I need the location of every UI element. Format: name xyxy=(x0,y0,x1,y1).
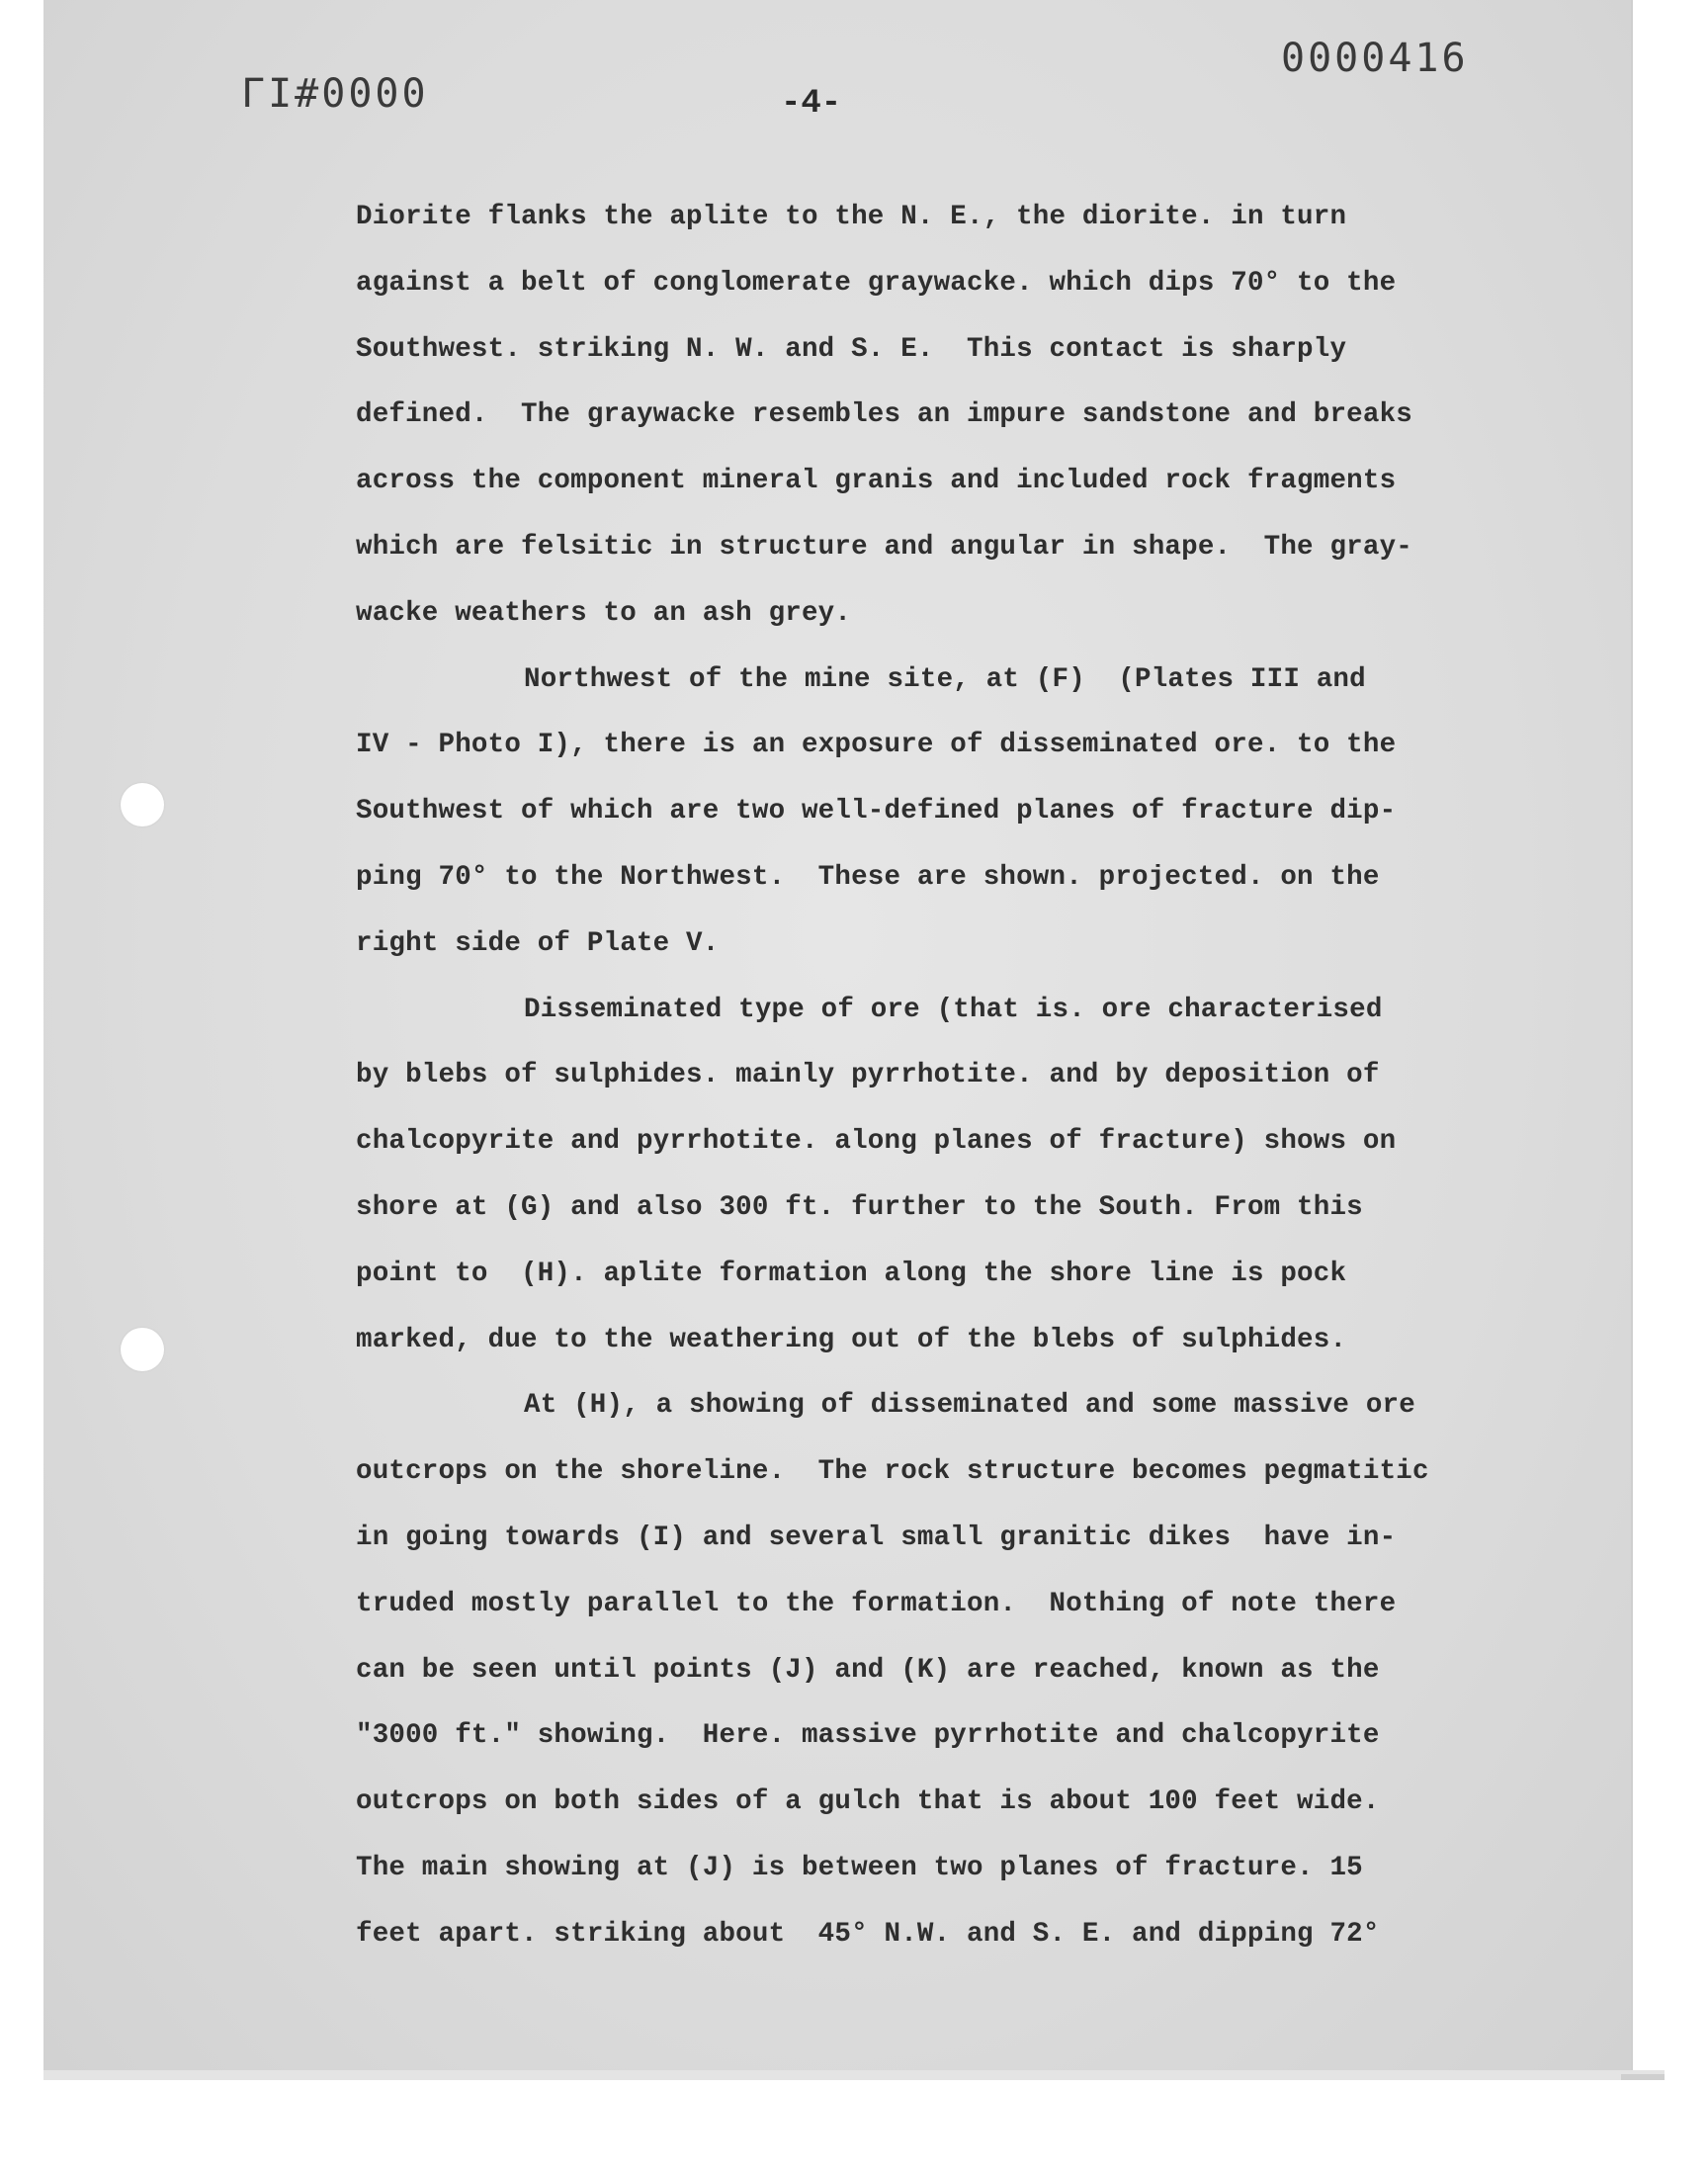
text-line: chalcopyrite and pyrrhotite. along planes of fracture) shows on xyxy=(356,1126,1397,1158)
text-line: point to (H). aplite formation along the shore line is pock xyxy=(356,1258,1347,1289)
right-stamp: 0000416 xyxy=(1281,36,1469,81)
text-line: shore at (G) and also 300 ft. further to the South. From this xyxy=(356,1191,1363,1223)
page-edge-shadow xyxy=(1621,2074,1665,2080)
text-line: which are felsitic in structure and angular in shape. The gray- xyxy=(356,531,1412,563)
text-line: can be seen until points (J) and (K) are reached, known as the xyxy=(356,1654,1380,1686)
text-line: wacke weathers to an ash grey. xyxy=(356,597,852,629)
punch-hole xyxy=(121,783,164,826)
text-line: Diorite flanks the aplite to the N. E., the diorite. in turn xyxy=(356,202,1347,232)
text-line: in going towards (I) and several small granitic dikes have in- xyxy=(356,1522,1397,1553)
text-line: IV - Photo I), there is an exposure of disseminated ore. to the xyxy=(356,730,1397,761)
text-line: right side of Plate V. xyxy=(356,927,720,959)
text-line: by blebs of sulphides. mainly pyrrhotite. and by deposition of xyxy=(356,1060,1380,1091)
text-line: feet apart. striking about 45° N.W. and S. E. and dipping 72° xyxy=(356,1918,1380,1950)
text-line: against a belt of conglomerate graywacke. which dips 70° to the xyxy=(356,267,1397,299)
paragraph-start-line: At (H), a showing of disseminated and some massive ore xyxy=(524,1390,1415,1422)
paragraph-start-line: Disseminated type of ore (that is. ore characterised xyxy=(524,994,1383,1025)
text-line: ping 70° to the Northwest. These are shown. projected. on the xyxy=(356,861,1380,893)
text-line: outcrops on the shoreline. The rock structure becomes pegmatitic xyxy=(356,1456,1429,1488)
left-stamp: ΓI#0000 xyxy=(241,71,429,117)
text-line: defined. The graywacke resembles an impure sandstone and breaks xyxy=(356,399,1412,431)
text-line: "3000 ft." showing. Here. massive pyrrhotite and chalcopyrite xyxy=(356,1720,1380,1752)
text-line: outcrops on both sides of a gulch that is about 100 feet wide. xyxy=(356,1786,1380,1818)
text-line: Southwest of which are two well-defined planes of fracture dip- xyxy=(356,796,1397,827)
text-line: The main showing at (J) is between two planes of fracture. 15 xyxy=(356,1852,1363,1883)
page-edge xyxy=(43,2070,1665,2080)
text-line: across the component mineral granis and included rock fragments xyxy=(356,466,1397,497)
page-number: -4- xyxy=(781,85,842,123)
text-line: truded mostly parallel to the formation. Nothing of note there xyxy=(356,1588,1397,1619)
text-line: Southwest. striking N. W. and S. E. This contact is sharply xyxy=(356,333,1347,365)
punch-hole xyxy=(121,1328,164,1371)
body-text xyxy=(356,185,1473,1968)
text-line: marked, due to the weathering out of the blebs of sulphides. xyxy=(356,1324,1347,1355)
paragraph-start-line: Northwest of the mine site, at (F) (Plates III and xyxy=(524,663,1366,695)
